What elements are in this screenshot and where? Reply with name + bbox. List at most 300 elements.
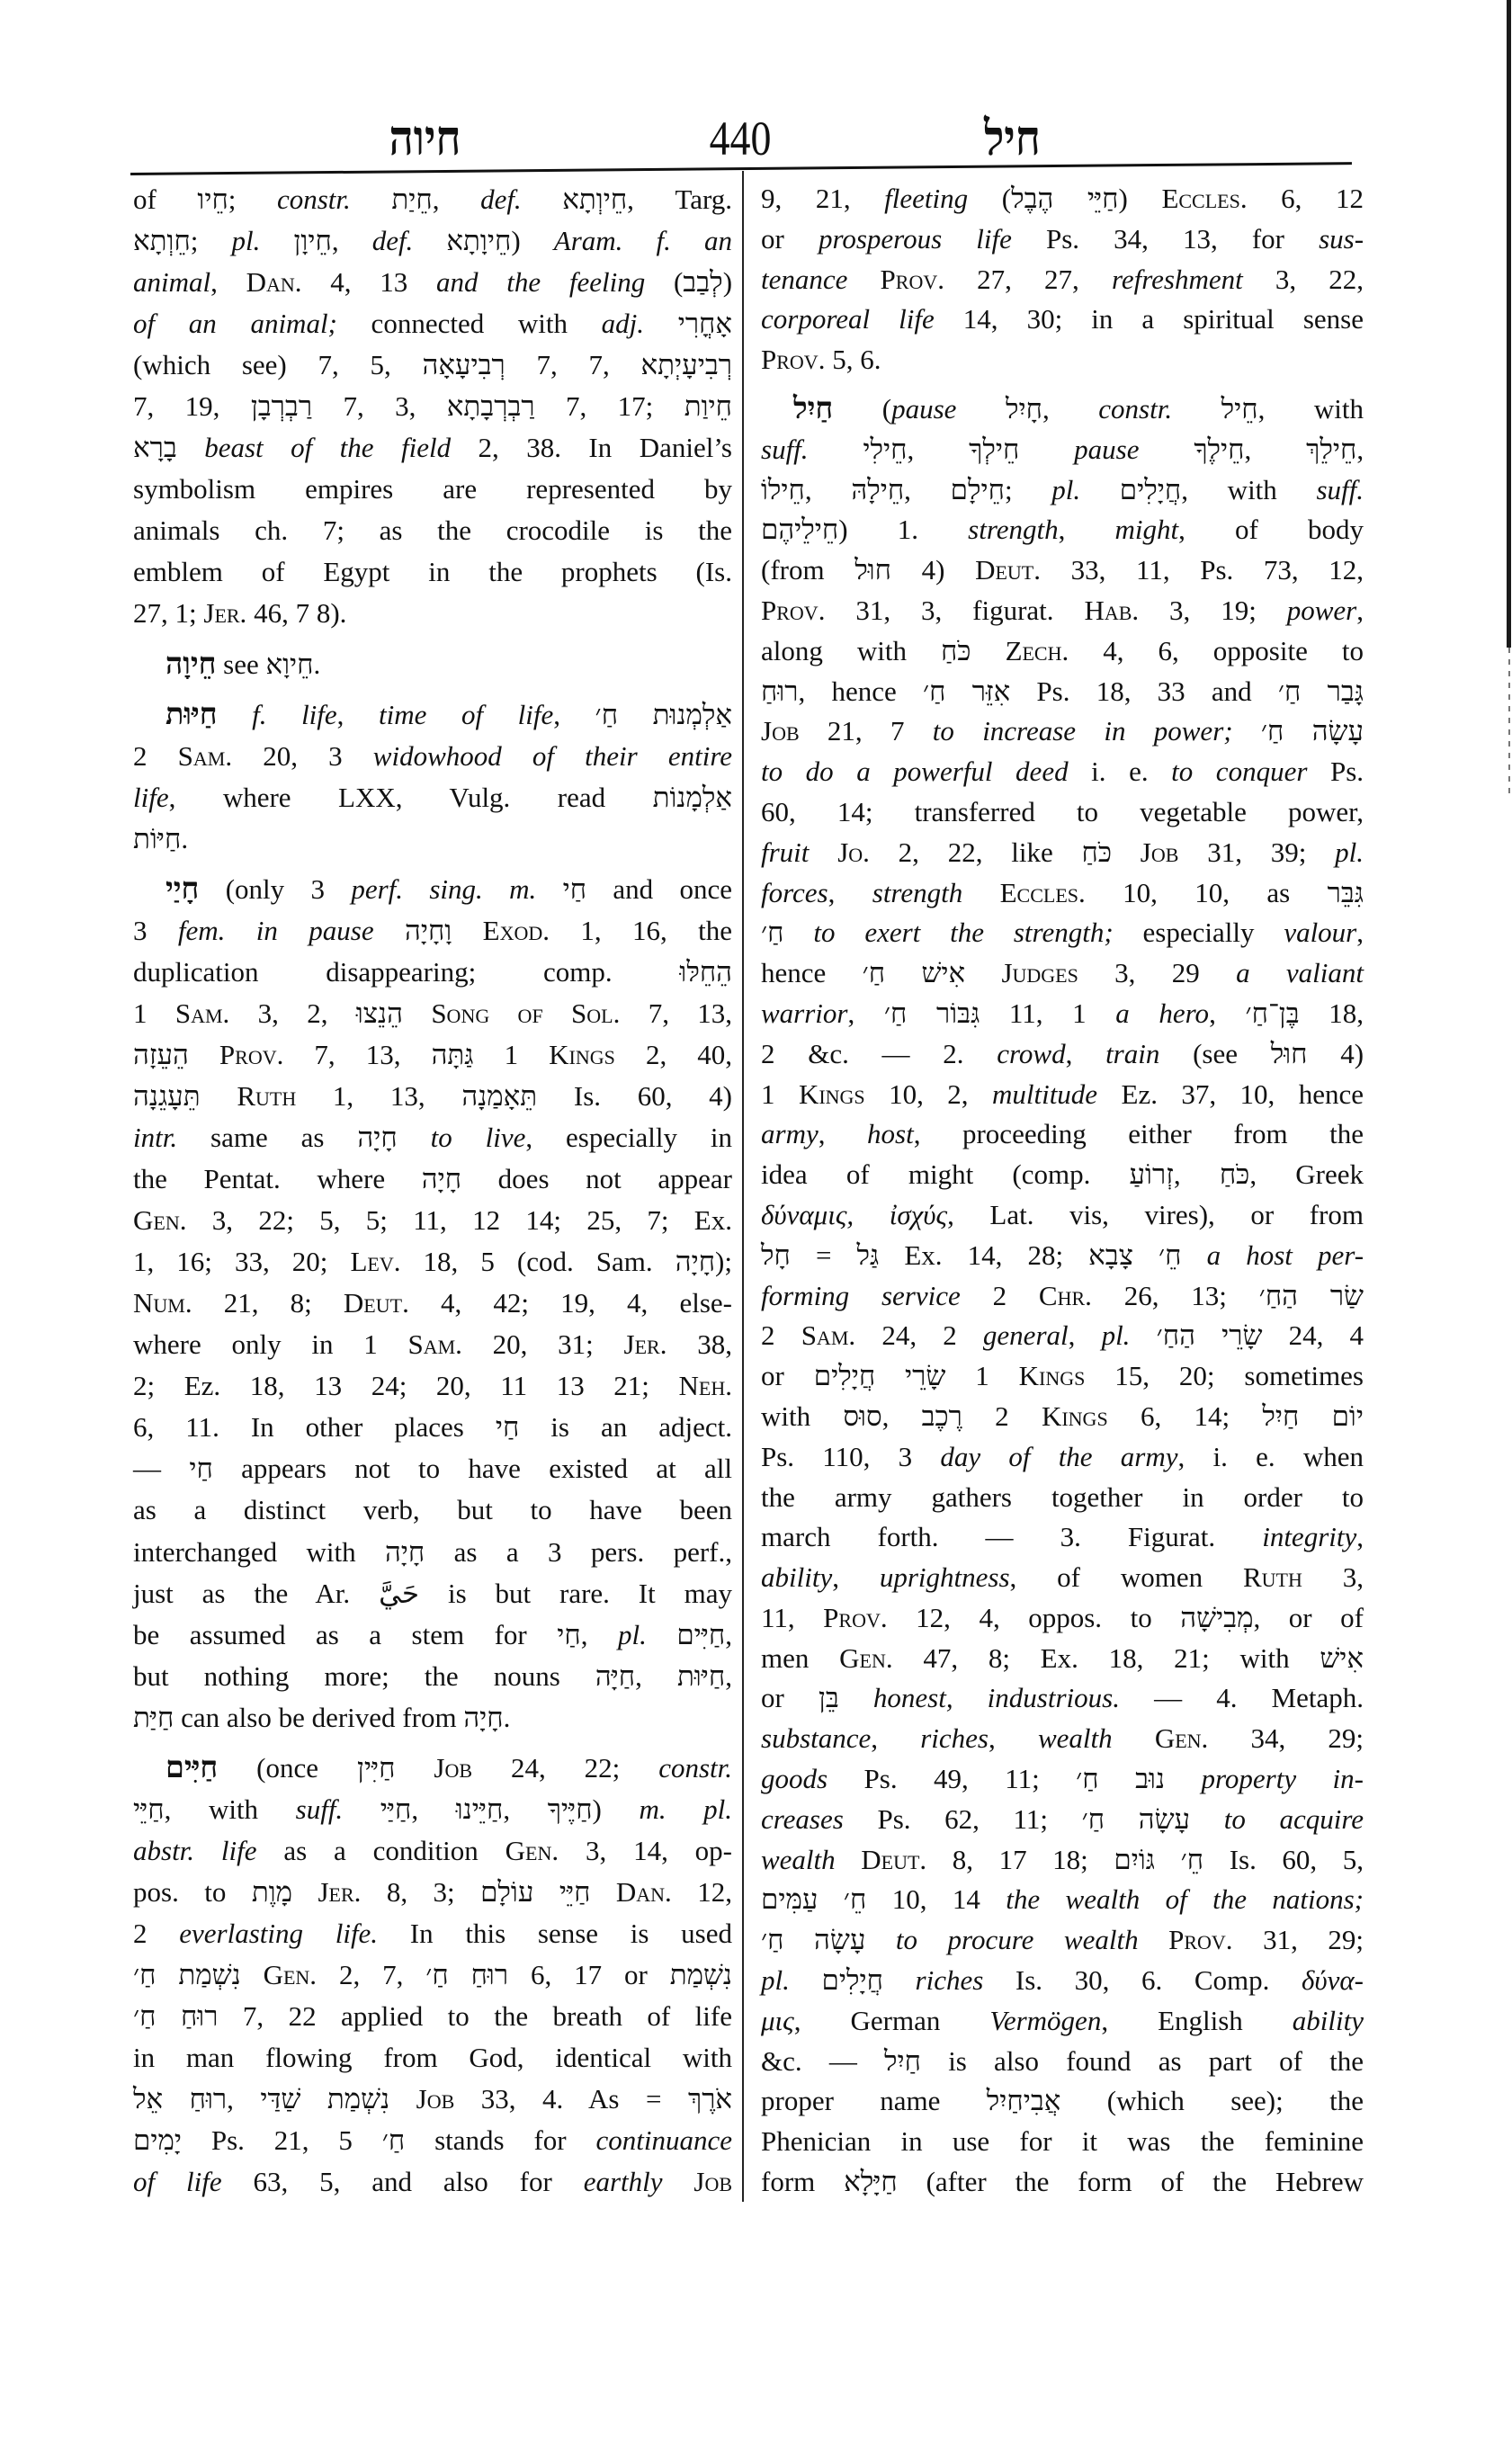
italic-text: refreshment: [1111, 263, 1243, 295]
text-line: [761, 1558, 1364, 1598]
book-abbreviation: Prov.: [761, 344, 826, 376]
left-column: [133, 179, 732, 2203]
text-line: [761, 1598, 1364, 1639]
roman-text: ,: [1068, 1319, 1102, 1352]
roman-text: 1: [761, 1077, 799, 1110]
scan-edge-shadow: [1507, 0, 1511, 648]
text-line: [761, 1034, 1364, 1075]
roman-text: symbolism empires are represented by: [133, 473, 732, 505]
roman-text: 2 &c. — 2.: [761, 1037, 998, 1069]
roman-text: 4): [1307, 1037, 1364, 1069]
roman-text: ,: [432, 183, 481, 215]
italic-text: creases: [761, 1802, 844, 1835]
hebrew-text: חַיּוּת: [676, 1659, 726, 1692]
roman-text: is an adject.: [519, 1411, 732, 1444]
text-line: [761, 1678, 1364, 1719]
roman-text: [403, 997, 431, 1029]
roman-text: [1112, 836, 1141, 868]
roman-text: [1139, 434, 1194, 465]
roman-text: in man flowing from God, identical with: [133, 2042, 732, 2074]
text-line: [133, 1954, 732, 1996]
text-line: [133, 1532, 732, 1573]
italic-text: a valiant: [1236, 957, 1364, 989]
text-line: [133, 303, 732, 344]
hebrew-text: לְבַב: [683, 266, 723, 299]
hebrew-text: גָּבַר חַ׳: [1277, 675, 1364, 707]
book-abbreviation: Kings: [1018, 1360, 1086, 1392]
text-line: [761, 1195, 1364, 1236]
italic-text: and the feeling: [436, 266, 646, 299]
roman-text: ,: [1244, 433, 1307, 465]
roman-text: 3, 29: [1078, 957, 1237, 989]
scan-edge-shadow-faint: [1508, 648, 1510, 796]
roman-text: 10, 14: [866, 1883, 1007, 1916]
hebrew-text: חָל: [761, 1238, 791, 1271]
roman-text: (which see); the: [1060, 2085, 1364, 2117]
text-line: [133, 1158, 732, 1200]
text-line: [761, 430, 1364, 470]
hebrew-text: אַלְמְנוּת חַ׳: [595, 698, 733, 730]
italic-text: f. life: [252, 698, 337, 730]
hebrew-text: חֵיַת: [391, 183, 433, 215]
roman-text: , Greek: [1249, 1158, 1364, 1191]
book-abbreviation: Prov.: [880, 263, 944, 295]
hebrew-text: רוּחַ: [761, 675, 799, 707]
roman-text: [536, 873, 562, 905]
roman-text: 3,: [1302, 1561, 1364, 1594]
book-abbreviation: Job: [1140, 836, 1179, 868]
text-line: [133, 1996, 732, 2037]
text-line: [761, 1800, 1364, 1840]
roman-text: ,: [725, 1659, 732, 1692]
hebrew-text: אִישׁ: [1320, 1641, 1364, 1674]
roman-text: [1019, 434, 1074, 465]
hebrew-text: בֶּן־חַ׳: [1245, 997, 1300, 1029]
hebrew-text: חַי: [557, 1618, 581, 1650]
roman-text: 27, 27,: [944, 263, 1112, 295]
roman-text: ,: [1065, 1037, 1106, 1069]
roman-text: animals ch. 7; as the crocodile is the: [133, 514, 732, 547]
book-abbreviation: Eccles.: [999, 876, 1086, 908]
italic-text: intr.: [133, 1122, 178, 1154]
italic-text: train: [1105, 1037, 1160, 1069]
hebrew-text: חוּל: [1270, 1037, 1308, 1069]
arabic-text: حَيَّ: [379, 1577, 420, 1610]
roman-text: , with: [1181, 473, 1317, 505]
text-line: [133, 1076, 732, 1117]
roman-text: ,: [818, 1118, 868, 1150]
hebrew-text: חֵ׳ צָבָא: [1088, 1238, 1182, 1271]
italic-text: everlasting life.: [179, 1917, 379, 1949]
text-line: [133, 551, 732, 593]
hebrew-text: חֵילֶךָ: [1194, 433, 1245, 465]
text-line: [133, 344, 732, 386]
hebrew-headword: חַיִל: [793, 391, 834, 425]
text-line: [761, 340, 1364, 380]
italic-text: suff.: [761, 433, 809, 465]
italic-text: beast of the field: [204, 432, 452, 464]
roman-text: or: [761, 1360, 814, 1392]
book-abbreviation: Jer.: [623, 1328, 667, 1361]
roman-text: [260, 225, 293, 256]
book-abbreviation: Hab.: [1084, 594, 1140, 626]
italic-text: a host per-: [1206, 1238, 1364, 1271]
book-abbreviation: Lev.: [350, 1246, 401, 1278]
roman-text: , i. e. when: [1177, 1440, 1364, 1472]
hebrew-text: רַבְרְבָן: [250, 390, 313, 423]
hebrew-text: חַיָּלָא: [844, 2166, 898, 2198]
roman-text: 14, 30; in a spiritual sense: [934, 303, 1364, 335]
hebrew-text: הֵעֵזָה: [133, 1038, 189, 1070]
greek-text: δύνα-: [1302, 1964, 1364, 1997]
book-abbreviation: Job: [434, 1751, 473, 1784]
italic-text: to increase in power;: [932, 715, 1233, 747]
italic-text: wealth: [1037, 1722, 1113, 1755]
roman-text: ,: [1042, 392, 1099, 425]
hebrew-text: חָיָה: [421, 1163, 462, 1195]
roman-text: can also be derived from: [174, 1701, 464, 1733]
text-line: [761, 1075, 1364, 1115]
text-line: [133, 910, 732, 952]
greek-text: μις: [761, 2004, 794, 2036]
roman-text: , with: [164, 1793, 296, 1825]
roman-text: ): [511, 225, 554, 257]
text-line: [761, 1719, 1364, 1759]
book-abbreviation: Kings: [798, 1077, 865, 1110]
text-line: [761, 300, 1364, 340]
text-line: [133, 1283, 732, 1324]
hebrew-text: תֵּאָמַנָה: [461, 1079, 538, 1112]
roman-text: 21, 8;: [192, 1287, 344, 1319]
right-guide-word: חיל: [984, 112, 1041, 165]
roman-text: ,: [1356, 594, 1364, 626]
italic-text: pl.: [1051, 473, 1081, 505]
roman-text: ): [592, 1793, 640, 1825]
roman-text: ,: [725, 1618, 733, 1650]
roman-text: [809, 836, 837, 868]
roman-text: 7, 22 applied to the breath of life: [218, 2000, 732, 2033]
page-number: 440: [709, 112, 772, 165]
text-line: [761, 792, 1364, 833]
italic-text: sus-: [1319, 222, 1364, 255]
text-line: [761, 1397, 1364, 1437]
text-line: [133, 1324, 732, 1365]
hebrew-text: חֵיוַת: [684, 390, 733, 423]
roman-text: duplication disappearing; comp.: [133, 955, 680, 988]
book-abbreviation: Job: [761, 715, 800, 747]
roman-text: 26, 13;: [1091, 1279, 1259, 1311]
column-divider: [742, 171, 744, 2202]
text-line: [133, 1407, 732, 1448]
text-line: [761, 591, 1364, 631]
book-abbreviation: Eccles.: [1161, 183, 1248, 214]
italic-text: the wealth of the nations;: [1006, 1883, 1364, 1916]
text-line: [133, 386, 732, 427]
roman-text: 12,: [671, 1875, 732, 1908]
hebrew-text: חַיֵּינוּ: [455, 1793, 504, 1825]
italic-text: a hero: [1115, 997, 1210, 1029]
roman-text: or: [761, 1682, 819, 1714]
roman-text: [1182, 1239, 1207, 1271]
hebrew-text: מְבִישָׁה: [1180, 1601, 1254, 1633]
text-line: [761, 672, 1364, 712]
roman-text: 12, 4, oppos. to: [887, 1601, 1181, 1633]
dictionary-entry: [761, 389, 1364, 2203]
hebrew-text: וָחָיָה: [405, 914, 452, 946]
book-abbreviation: Dan.: [246, 266, 302, 299]
hebrew-headword: חַיִּים: [166, 1750, 219, 1784]
roman-text: [1165, 1763, 1201, 1794]
roman-text: — 4. Metaph.: [1119, 1682, 1364, 1714]
text-line: [133, 1697, 732, 1739]
roman-text: 63, 5, and also for: [221, 2166, 584, 2198]
roman-text: interchanged with: [133, 1535, 385, 1568]
roman-text: , where LXX, Vulg. read: [168, 781, 653, 813]
book-abbreviation: Ruth: [1242, 1561, 1302, 1594]
book-abbreviation: Deut.: [343, 1287, 409, 1319]
roman-text: 6, 17 or: [508, 1958, 670, 1990]
roman-text: ,: [411, 1793, 456, 1825]
roman-text: [663, 2166, 694, 2197]
hebrew-text: הֵנֵצוּ: [355, 997, 403, 1029]
hebrew-text: חָיָה: [357, 1122, 398, 1154]
italic-text: pl.: [1335, 836, 1364, 868]
roman-text: 38,: [667, 1328, 732, 1361]
hebrew-headword: חֵיוָה: [166, 647, 217, 681]
roman-text: ,: [1356, 433, 1364, 465]
text-line: [761, 510, 1364, 550]
text-line: [133, 469, 732, 510]
roman-text: ,: [635, 1659, 677, 1692]
roman-text: [1080, 474, 1120, 505]
roman-text: 4, 13: [301, 266, 437, 299]
text-line: [761, 711, 1364, 752]
hebrew-text: חָיָה: [675, 1246, 716, 1278]
text-line: [133, 1913, 732, 1954]
roman-text: Ps. 110, 3: [761, 1440, 941, 1472]
roman-text: 7, 13,: [620, 997, 733, 1029]
text-line: [133, 1748, 732, 1789]
roman-text: [218, 699, 253, 730]
roman-text: the Pentat. where: [133, 1163, 422, 1195]
text-line: [761, 550, 1364, 591]
hebrew-text: רוּחַ חַ׳: [425, 1958, 509, 1990]
italic-text: constr.: [658, 1751, 733, 1784]
text-line: [761, 913, 1364, 953]
italic-text: of life: [133, 2166, 222, 2198]
roman-text: .: [313, 648, 321, 680]
hebrew-text: שָׂרֵי הַחַ׳: [1156, 1319, 1263, 1352]
roman-text: [241, 1959, 264, 1990]
italic-text: corporeal life: [761, 303, 935, 335]
hebrew-text: כֹּחַ: [1081, 836, 1112, 868]
roman-text: just as the Ar.: [133, 1577, 380, 1609]
italic-text: def.: [480, 183, 522, 215]
text-line: [133, 818, 732, 860]
text-line: [761, 1759, 1364, 1800]
italic-text: wealth: [761, 1843, 836, 1875]
hebrew-text: חוּל: [854, 554, 891, 586]
roman-text: but nothing more; the nouns: [133, 1659, 595, 1692]
roman-text: same as: [177, 1122, 358, 1154]
roman-text: 7, 17;: [534, 390, 684, 423]
hebrew-headword: חָיַי: [166, 872, 200, 906]
italic-text: to live: [430, 1122, 526, 1154]
hebrew-text: חַיַּי: [380, 1793, 412, 1825]
text-line: [761, 833, 1364, 873]
roman-text: 5, 6.: [825, 344, 881, 376]
hebrew-text: אֹרֶךְ: [687, 2083, 733, 2115]
roman-text: the army gathers together in order to: [761, 1480, 1364, 1513]
roman-text: [836, 1844, 862, 1875]
text-line: [761, 953, 1364, 994]
roman-text: 3, 2,: [229, 997, 356, 1029]
roman-text: , proceeding either from the: [913, 1118, 1364, 1150]
roman-text: [839, 1682, 873, 1713]
hebrew-text: מָוֶת: [251, 1875, 293, 1908]
roman-text: i. e.: [1068, 756, 1172, 788]
roman-text: ,: [847, 997, 884, 1029]
entry-continuation: [761, 179, 1364, 380]
roman-text: 7, 13,: [283, 1038, 432, 1070]
roman-text: (after the form of the Hebrew: [897, 2166, 1364, 2198]
book-abbreviation: Prov.: [761, 594, 826, 626]
italic-text: goods: [761, 1763, 828, 1795]
hebrew-text: חַיּוֹת: [133, 822, 182, 854]
roman-text: Ps. 21, 5: [181, 2124, 382, 2157]
roman-text: Ps. 34, 13, for: [1011, 222, 1320, 255]
roman-text: 33, 4. As =: [454, 2083, 688, 2115]
hebrew-text: כֹּחַ: [941, 634, 971, 666]
italic-text: Aram. f. an: [553, 225, 732, 257]
roman-text: [522, 183, 563, 215]
roman-text: be assumed as a stem for: [133, 1618, 558, 1650]
roman-text: [971, 635, 1006, 666]
hebrew-text: גַּל: [856, 1238, 880, 1271]
hebrew-text: חַיֵּי הֶבֶל: [1011, 183, 1119, 214]
text-line: [133, 2037, 732, 2079]
text-line: [761, 994, 1364, 1034]
roman-text: hence: [761, 957, 863, 989]
text-line: [133, 2161, 732, 2203]
book-abbreviation: Sam.: [174, 997, 230, 1029]
italic-text: suff.: [295, 1793, 344, 1825]
roman-text: [962, 877, 999, 908]
italic-text: Vermögen: [989, 2004, 1102, 2036]
hebrew-text: נִשְׁמַת: [669, 1958, 732, 1990]
hebrew-text: גִּבּוֹר חַ׳: [883, 997, 980, 1029]
italic-text: pause: [1074, 433, 1140, 465]
hebrew-text: חֵיוְתָא: [562, 183, 628, 215]
roman-text: as a 3 pers. perf.,: [425, 1535, 733, 1568]
roman-text: Ps. 62, 11;: [843, 1802, 1082, 1835]
roman-text: [452, 915, 482, 946]
roman-text: Ez. 37, 10, hence: [1097, 1077, 1364, 1110]
roman-text: 15, 20; sometimes: [1085, 1360, 1364, 1392]
text-line: [133, 1573, 732, 1614]
hebrew-text: בָרָא: [133, 432, 177, 464]
roman-text: [590, 1876, 615, 1908]
hebrew-text: חֵילוֹ: [761, 473, 805, 505]
roman-text: ,: [904, 473, 951, 505]
roman-text: 1: [945, 1360, 1019, 1392]
roman-text: especially: [1113, 917, 1284, 949]
roman-text: 1, 13,: [296, 1079, 462, 1112]
roman-text: Ps. 49, 11;: [828, 1763, 1077, 1795]
text-line: [761, 1236, 1364, 1276]
roman-text: , Lat. vis, vires), or from: [947, 1198, 1364, 1230]
roman-text: 20, 3: [232, 739, 373, 772]
roman-text: [883, 1964, 916, 1996]
italic-text: power: [1286, 594, 1357, 626]
text-line: [133, 993, 732, 1034]
hebrew-text: חֵיוָתָא: [446, 225, 512, 257]
roman-text: 31, 29;: [1232, 1924, 1364, 1956]
hebrew-text: זְרוֹעַ: [1129, 1158, 1174, 1191]
hebrew-text: חַיִּים: [676, 1618, 726, 1650]
roman-text: 18, 5 (cod. Sam.: [400, 1246, 675, 1278]
text-line: [761, 470, 1364, 511]
roman-text: 4, 42; 19, 4, else-: [408, 1287, 732, 1319]
book-abbreviation: Prov.: [823, 1601, 888, 1633]
roman-text: [201, 1080, 237, 1112]
italic-text: tenance: [761, 263, 848, 295]
hebrew-text: רוּחַ אֵל: [133, 2083, 228, 2115]
italic-text: honest, industrious.: [872, 1682, 1120, 1714]
roman-text: ,: [1173, 1158, 1220, 1191]
hebrew-text: חֵיוָא: [265, 648, 314, 680]
roman-text: [413, 225, 446, 256]
text-line: [133, 427, 732, 469]
roman-text: ): [722, 266, 733, 299]
hebrew-text: חֵיל: [1221, 392, 1258, 425]
text-line: [133, 1872, 732, 1913]
roman-text: 3, 22,: [1242, 263, 1364, 295]
left-guide-word: חיוה: [389, 112, 461, 165]
roman-text: 60, 14; transferred to vegetable power,: [761, 795, 1364, 827]
roman-text: 2: [133, 739, 178, 772]
roman-text: ;: [190, 225, 232, 257]
roman-text: 2: [962, 1399, 1042, 1432]
roman-text: [956, 393, 1006, 425]
hebrew-text: חַי: [495, 1411, 520, 1444]
roman-text: as a condition: [256, 1834, 505, 1866]
italic-text: animal: [133, 266, 211, 299]
text-line: [761, 389, 1364, 430]
text-line: [133, 179, 732, 220]
italic-text: general: [982, 1319, 1069, 1352]
italic-text: riches: [915, 1964, 984, 1997]
roman-text: connected with: [336, 308, 602, 340]
roman-text: &c. —: [761, 2044, 885, 2077]
hebrew-text: חֵילֵיהֶם: [761, 514, 839, 546]
hebrew-text: נִשְׁמַת שַׁדַּי: [260, 2083, 390, 2115]
roman-text: 18,: [1299, 997, 1364, 1029]
italic-text: uprightness: [879, 1561, 1010, 1594]
hebrew-text: חַיֵּי עוֹלָם: [480, 1875, 591, 1908]
italic-text: fleeting: [884, 183, 969, 214]
italic-text: constr.: [1098, 392, 1173, 425]
italic-text: might: [1114, 514, 1179, 546]
roman-text: 6, 12: [1247, 183, 1364, 214]
text-line: [761, 1517, 1364, 1558]
text-line: [761, 179, 1364, 219]
hebrew-text: עָשָׂה חַ׳: [1081, 1802, 1191, 1835]
roman-text: [395, 1752, 434, 1784]
italic-text: earthly: [583, 2166, 663, 2198]
dictionary-entry: [133, 1748, 732, 2204]
roman-text: [965, 957, 1001, 988]
